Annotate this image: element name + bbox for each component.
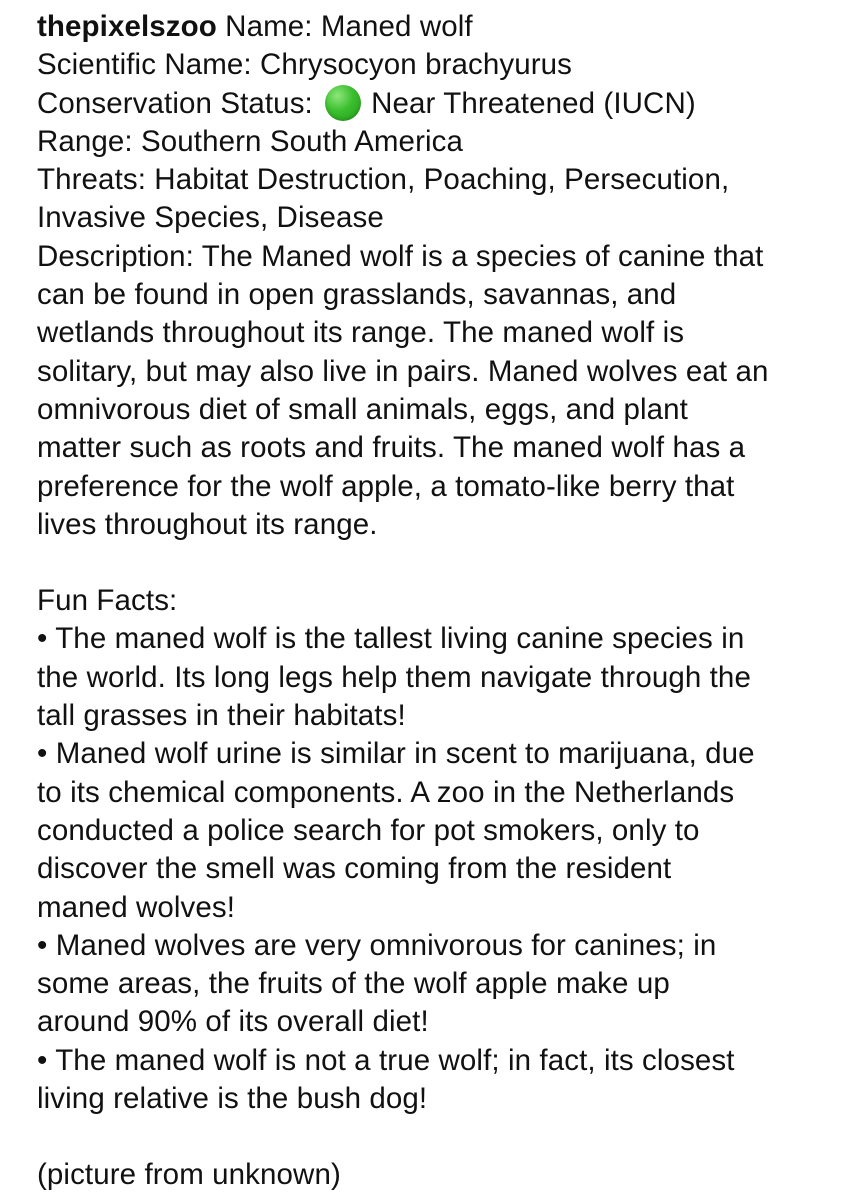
scientific-name-line: Scientific Name: Chrysocyon brachyurus <box>37 48 573 82</box>
fun-fact-2-line-1: • Maned wolf urine is similar in scent to marijuana, due <box>37 737 755 771</box>
fun-facts-heading: Fun Facts: <box>37 584 178 618</box>
post-caption <box>37 8 847 1195</box>
fun-fact-2-line-2: to its chemical components. A zoo in the Netherlands <box>37 775 735 809</box>
fun-fact-1-line-2: the world. Its long legs help them navigate through the <box>37 660 751 694</box>
conservation-status-line <box>37 85 847 123</box>
fun-fact-1-line-3: tall grasses in their habitats! <box>37 699 406 733</box>
name-text: Name: Maned wolf <box>216 10 473 43</box>
fun-fact-2-line-4: discover the smell was coming from the resident <box>37 852 672 886</box>
conservation-value: Near Threatened (IUCN) <box>371 86 696 120</box>
range-line: Range: Southern South America <box>37 124 463 158</box>
description-line-4: solitary, but may also live in pairs. Maned wolves eat an <box>37 354 769 388</box>
fun-fact-4-line-2: living relative is the bush dog! <box>37 1082 428 1116</box>
picture-credit: (picture from unknown) <box>37 1158 341 1192</box>
description-line-7: preference for the wolf apple, a tomato-like berry that <box>37 469 735 503</box>
description-line-5: omnivorous diet of small animals, eggs, and plant <box>37 392 688 426</box>
fun-fact-2-line-5: maned wolves! <box>37 890 236 924</box>
description-line-6: matter such as roots and fruits. The maned wolf has a <box>37 431 746 465</box>
paragraph-gap <box>37 1118 847 1156</box>
username-link[interactable]: thepixelszoo <box>37 10 217 43</box>
threats-line-1: Threats: Habitat Destruction, Poaching, Persecution, <box>37 163 730 197</box>
threats-line-2: Invasive Species, Disease <box>37 201 384 235</box>
fun-fact-1-line-1: • The maned wolf is the tallest living canine species in <box>37 622 745 656</box>
green-circle-icon <box>325 85 361 121</box>
name-line <box>37 8 847 46</box>
fun-fact-3-line-3: around 90% of its overall diet! <box>37 1005 429 1039</box>
description-line-8: lives throughout its range. <box>37 507 378 541</box>
fun-fact-4-line-1: • The maned wolf is not a true wolf; in fact, its closest <box>37 1043 735 1077</box>
description-line-2: can be found in open grasslands, savannas, and <box>37 278 677 312</box>
description-line-1: Description: The Maned wolf is a species of canine that <box>37 239 764 273</box>
description-line-3: wetlands throughout its range. The maned wolf is <box>37 316 685 350</box>
fun-fact-3-line-1: • Maned wolves are very omnivorous for canines; in <box>37 928 717 962</box>
fun-fact-2-line-3: conducted a police search for pot smokers, only to <box>37 813 700 847</box>
paragraph-gap <box>37 544 847 582</box>
fun-fact-3-line-2: some areas, the fruits of the wolf apple make up <box>37 967 670 1001</box>
conservation-label: Conservation Status: <box>37 86 313 120</box>
